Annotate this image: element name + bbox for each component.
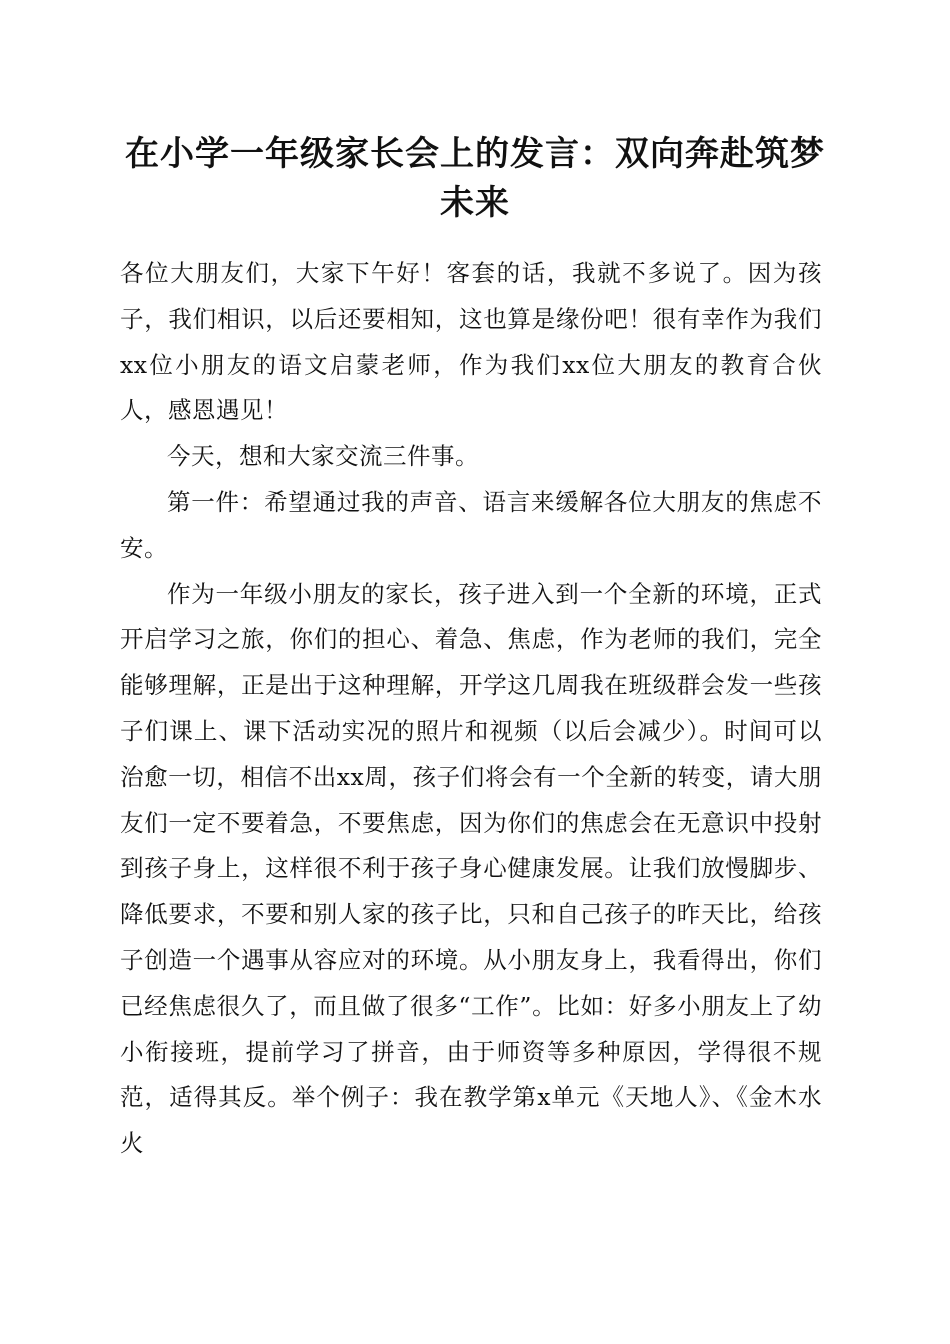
document-body <box>120 251 822 1167</box>
paragraph-greeting: 各位大朋友们，大家下午好！客套的话，我就不多说了。因为孩子，我们相识，以后还要相知，这也算是缘份吧！很有幸作为我们xx位小朋友的语文启蒙老师，作为我们xx位大朋友的教育合伙人，感恩遇见！ <box>120 259 822 425</box>
paragraph-intro: 今天，想和大家交流三件事。 <box>167 442 479 471</box>
document-title: 在小学一年级家长会上的发言：双向奔赴筑梦未来 <box>125 134 825 223</box>
paragraph-first-item: 第一件：希望通过我的声音、语言来缓解各位大朋友的焦虑不安。 <box>120 487 822 562</box>
paragraph-first-item-detail: 作为一年级小朋友的家长，孩子进入到一个全新的环境，正式开启学习之旅，你们的担心、着急、焦虑，作为老师的我们，完全能够理解，正是出于这种理解，开学这几周我在班级群会发一些孩子们课上、课下活动实况的照片和视频（以后会减少）。时间可以治愈一切，相信不出xx周，孩子们将会有一个全新的转变，请大朋友们一定不要着急，不要焦虑，因为你们的焦虑会在无意识中投射到孩子身上，这样很不利于孩子身心健康发展。让我们放慢脚步、降低要求，不要和别人家的孩子比，只和自己孩子的昨天比，给孩子创造一个遇事从容应对的环境。从小朋友身上，我看得出，你们已经焦虑很久了，而且做了很多“工作”。比如：好多小朋友上了幼小衔接班，提前学习了拼音，由于师资等多种原因，学得很不规范，适得其反。举个例子：我在教学第x单元《天地人》、《金木水火 <box>120 579 822 1158</box>
